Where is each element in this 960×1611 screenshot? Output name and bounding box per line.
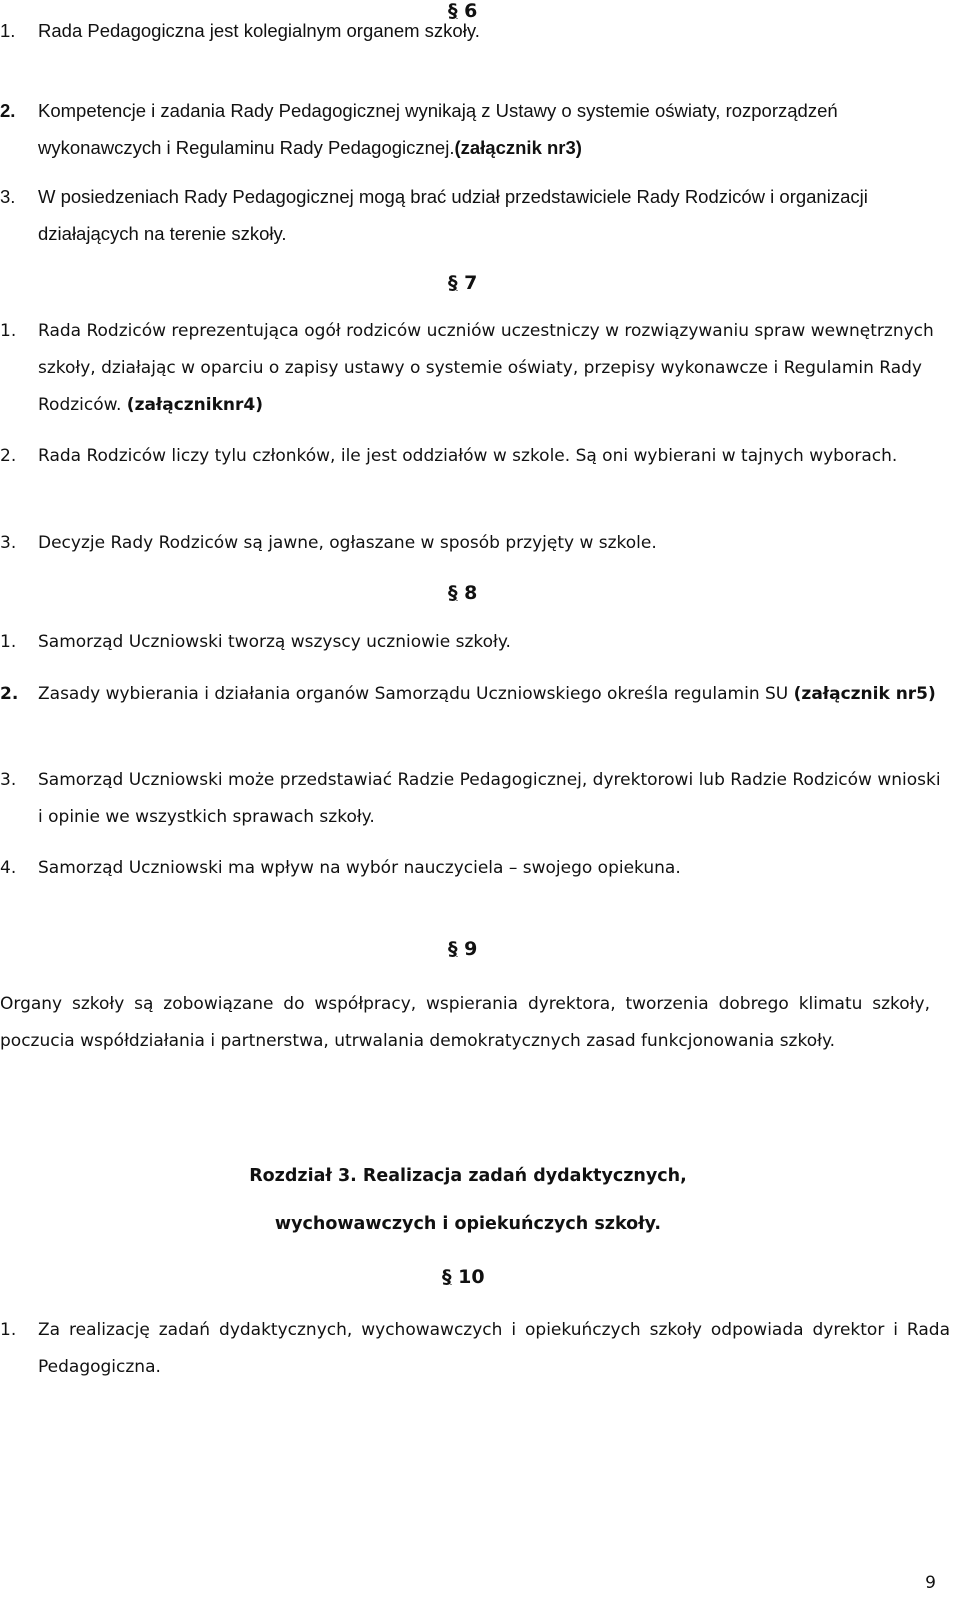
section-heading-8 — [448, 582, 477, 604]
section-symbol: § — [448, 272, 458, 294]
section-heading-7 — [448, 272, 477, 294]
attachment-reference: (załączniknr4) — [126, 395, 264, 415]
chapter-title-line-2: wychowawczych i opiekuńczych szkoły. — [274, 1214, 662, 1234]
section-number: 8 — [464, 582, 478, 604]
item-number: 2. — [0, 446, 17, 466]
attachment-reference: (załącznik nr5) — [793, 684, 936, 704]
item-text: Kompetencje i zadania Rady Pedagogicznej wynikają z Ustawy o systemie oświaty, rozporządzeń wykonawczych i Regulaminu Rady Pedagogicznej. — [38, 100, 838, 158]
item-number: 1. — [0, 632, 17, 652]
section-symbol: § — [448, 582, 458, 604]
item-text: Samorząd Uczniowski ma wpływ na wybór nauczyciela – swojego opiekuna. — [38, 858, 681, 878]
list-item — [0, 178, 950, 252]
item-number: 3. — [0, 770, 17, 790]
attachment-reference: (załącznik nr3) — [454, 137, 582, 158]
section-number: 6 — [464, 0, 478, 22]
item-number: 1. — [0, 321, 17, 341]
item-text: Samorząd Uczniowski tworzą wszyscy uczniowie szkoły. — [38, 632, 511, 652]
list-item — [0, 438, 950, 475]
list-item — [0, 624, 950, 661]
list-item — [0, 313, 950, 424]
item-number: 4. — [0, 858, 17, 878]
section-number: 7 — [464, 272, 478, 294]
list-item — [0, 850, 950, 887]
item-text: Decyzje Rady Rodziców są jawne, ogłaszane w sposób przyjęty w szkole. — [38, 533, 657, 553]
list-item — [0, 12, 950, 49]
item-number: 1. — [0, 1320, 17, 1340]
item-number: 1. — [0, 20, 16, 41]
item-text: Rada Rodziców reprezentująca ogół rodziców uczniów uczestniczy w rozwiązywaniu spraw wewnętrznych szkoły, działając w oparciu o zapisy ustawy o systemie oświaty, przepisy wykonawcze i Regulamin Rady Rodziców. — [38, 321, 934, 415]
section-heading-9 — [448, 938, 477, 960]
item-number: 3. — [0, 186, 16, 207]
item-text: Za realizację zadań dydaktycznych, wychowawczych i opiekuńczych szkoły odpowiada dyrektor i Rada Pedagogiczna. — [38, 1320, 950, 1377]
list-item — [0, 762, 950, 836]
item-text: W posiedzeniach Rady Pedagogicznej mogą brać udział przedstawiciele Rady Rodziców i organizacji działających na terenie szkoły. — [38, 186, 868, 244]
section-symbol: § — [448, 938, 458, 960]
list-item — [0, 1312, 950, 1386]
section-symbol: § — [448, 0, 458, 22]
section-symbol: § — [442, 1266, 452, 1288]
item-number: 3. — [0, 533, 17, 553]
paragraph: Organy szkoły są zobowiązane do współpracy, wspierania dyrektora, tworzenia dobrego klimatu szkoły, poczucia współdziałania i partnerstwa, utrwalania demokratycznych zasad funkcjonowania szkoły. — [0, 994, 930, 1051]
item-text: Samorząd Uczniowski może przedstawiać Radzie Pedagogicznej, dyrektorowi lub Radzie Rodziców wnioski i opinie we wszystkich sprawach szkoły. — [38, 770, 941, 827]
item-text: Rada Pedagogiczna jest kolegialnym organem szkoły. — [38, 20, 480, 41]
item-text: Rada Rodziców liczy tylu członków, ile jest oddziałów w szkole. Są oni wybierani w tajnych wyborach. — [38, 446, 898, 466]
section-heading-10 — [442, 1266, 485, 1288]
page-number: 9 — [925, 1573, 936, 1593]
item-number: 2. — [0, 100, 16, 121]
list-item — [0, 676, 950, 713]
chapter-title-line-1: Rozdział 3. Realizacja zadań dydaktycznych, — [249, 1166, 687, 1186]
list-item — [0, 525, 950, 562]
item-text: Zasady wybierania i działania organów Samorządu Uczniowskiego określa regulamin SU — [38, 684, 789, 704]
item-number: 2. — [0, 684, 19, 704]
section-number: 9 — [464, 938, 478, 960]
list-item — [0, 92, 950, 166]
section-number: 10 — [458, 1266, 485, 1288]
